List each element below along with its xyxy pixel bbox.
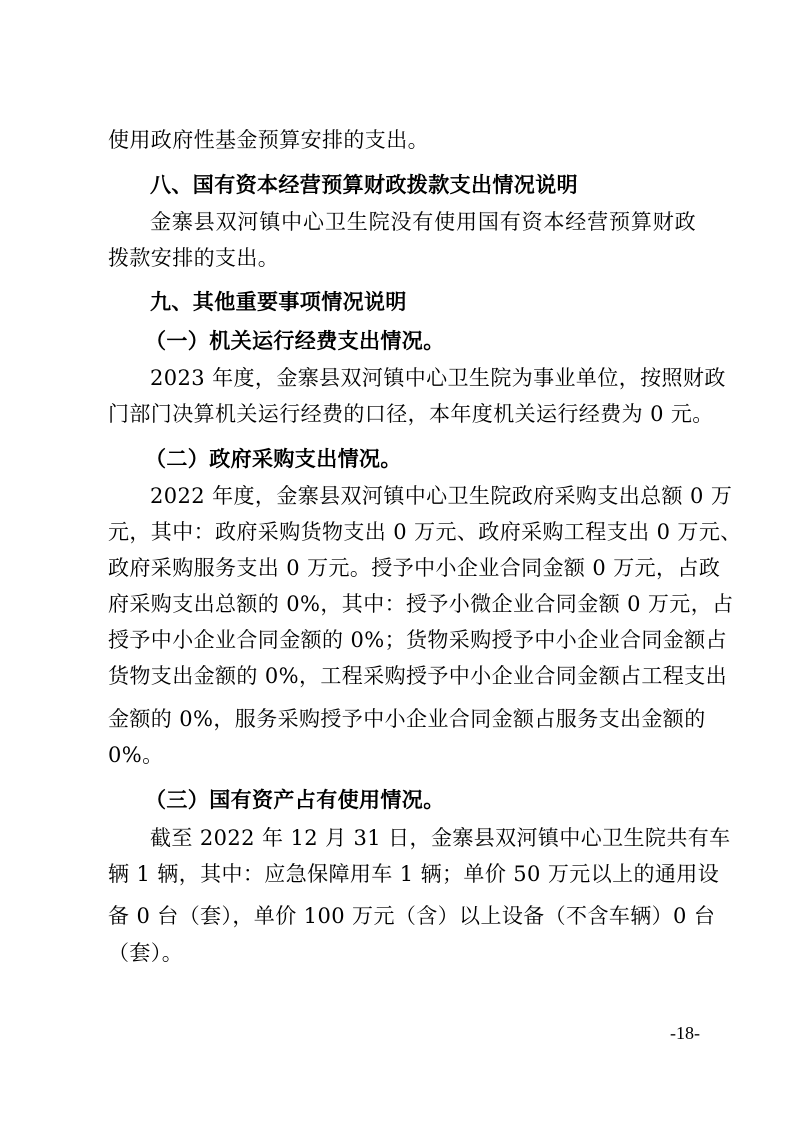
page-number: -18-: [670, 1023, 700, 1043]
paragraph-text: 金寨县双河镇中心卫生院没有使用国有资本经营预算财政: [150, 210, 696, 234]
paragraph-text: 金额的 0%，服务采购授予中小企业合同金额占服务支出金额的: [108, 707, 706, 731]
paragraph-text: 截至 2022 年 12 月 31 日，金寨县双河镇中心卫生院共有车: [150, 826, 731, 850]
paragraph-text: 门部门决算机关运行经费的口径，本年度机关运行经费为 0 元。: [108, 402, 714, 426]
subsection-heading-one: （一）机关运行经费支出情况。: [145, 329, 445, 353]
paragraph-text: 使用政府性基金预算安排的支出。: [108, 128, 429, 152]
paragraph-text: 2022 年度，金寨县双河镇中心卫生院政府采购支出总额 0 万: [150, 484, 733, 508]
subsection-heading-three: （三）国有资产占有使用情况。: [145, 788, 445, 812]
paragraph-text: 府采购支出总额的 0%，其中：授予小微企业合同金额 0 万元，占: [108, 592, 734, 616]
subsection-heading-two: （二）政府采购支出情况。: [145, 447, 402, 471]
paragraph-text: 拨款安排的支出。: [108, 246, 280, 270]
paragraph-text: 辆 1 辆，其中：应急保障用车 1 辆；单价 50 万元以上的通用设: [108, 862, 720, 886]
paragraph-text: 0%。: [108, 743, 164, 767]
paragraph-text: 元，其中：政府采购货物支出 0 万元、政府采购工程支出 0 万元、: [108, 520, 742, 544]
paragraph-text: 2023 年度，金寨县双河镇中心卫生院为事业单位，按照财政: [150, 366, 726, 390]
section-heading-nine: 九、其他重要事项情况说明: [150, 290, 407, 314]
paragraph-text: 授予中小企业合同金额的 0%；货物采购授予中小企业合同金额占: [108, 628, 727, 652]
section-heading-eight: 八、国有资本经营预算财政拨款支出情况说明: [150, 173, 578, 197]
paragraph-text: （套）。: [108, 941, 184, 965]
paragraph-text: 政府采购服务支出 0 万元。授予中小企业合同金额 0 万元，占政: [108, 556, 721, 580]
paragraph-text: 备 0 台（套），单价 100 万元（含）以上设备（不含车辆）0 台: [108, 904, 716, 928]
paragraph-text: 货物支出金额的 0%，工程采购授予中小企业合同金额占工程支出: [108, 664, 727, 688]
